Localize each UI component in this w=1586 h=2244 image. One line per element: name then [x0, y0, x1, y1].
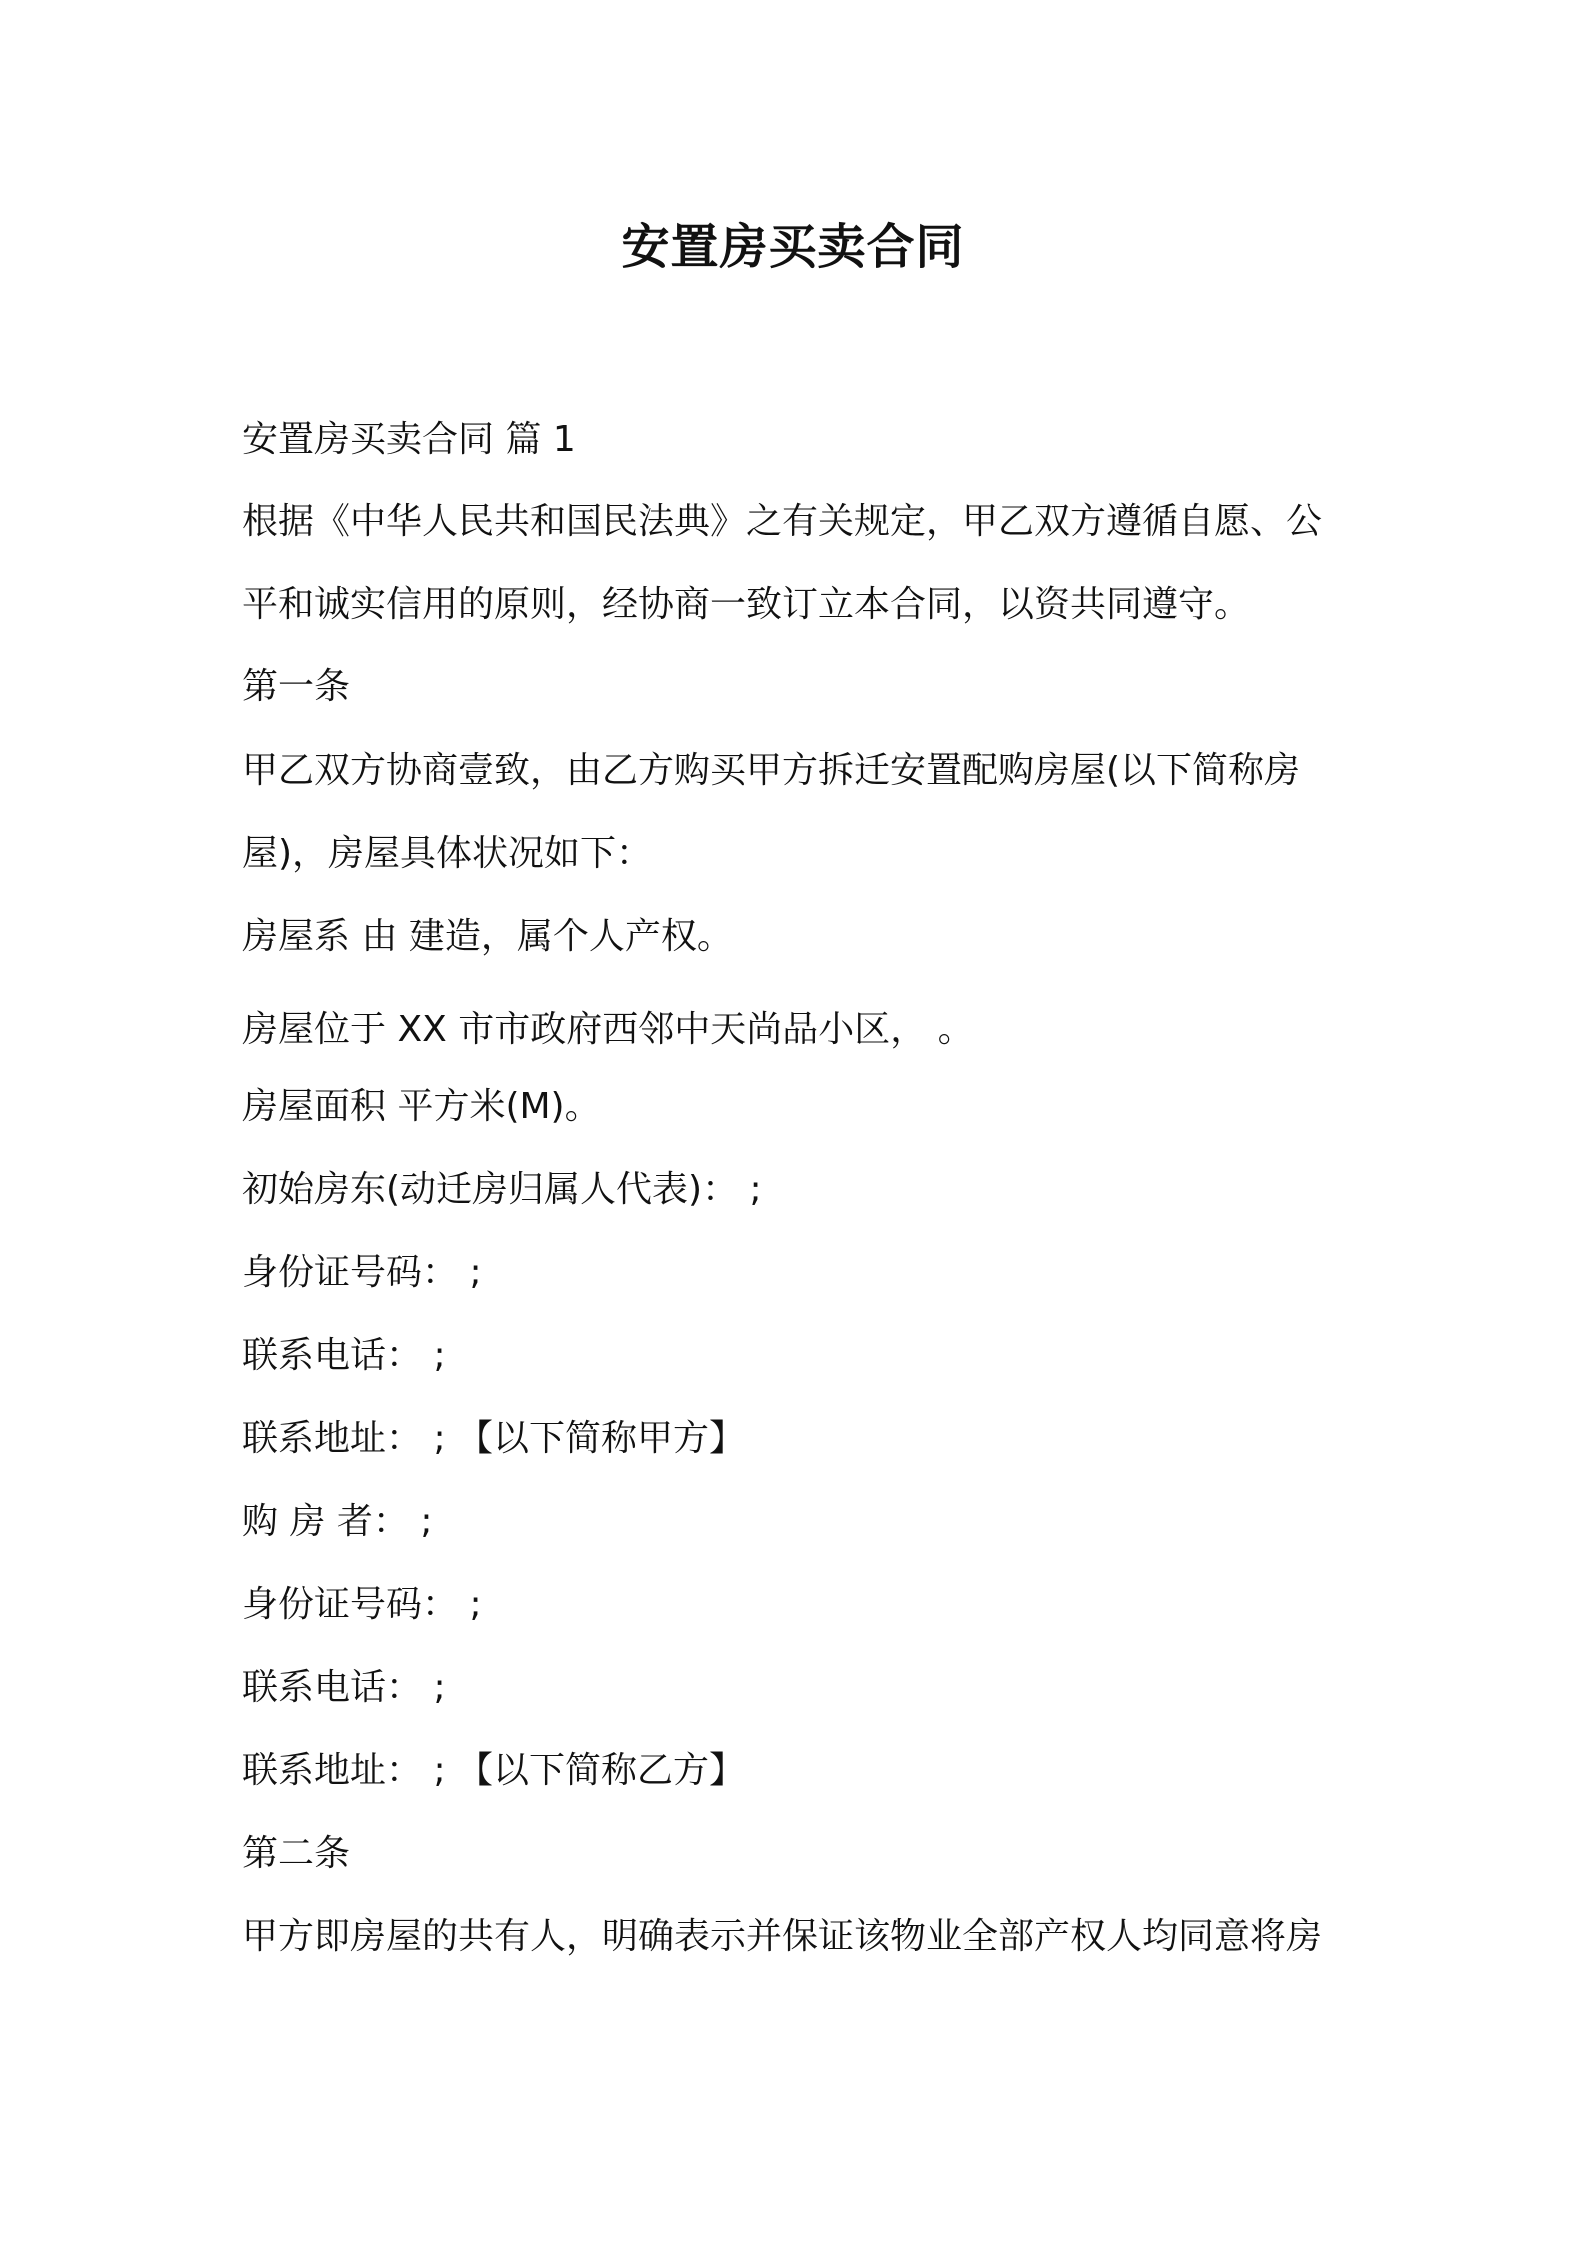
document-title: 安置房买卖合同 — [621, 219, 965, 275]
party-b-address-line: 联系地址： ; 【以下简称乙方】 — [242, 1750, 746, 1791]
original-owner-line: 初始房东(动迁房归属人代表)： ; — [242, 1169, 762, 1210]
paragraph-line: 平和诚实信用的原则，经协商一致订立本合同，以资共同遵守。 — [242, 584, 1251, 625]
article-heading-2: 第二条 — [242, 1833, 351, 1874]
paragraph-line: 屋)，房屋具体状况如下： — [242, 833, 653, 874]
party-a-id-line: 身份证号码： ; — [242, 1252, 482, 1293]
paragraph-line: 甲乙双方协商壹致，由乙方购买甲方拆迁安置配购房屋(以下简称房 — [242, 750, 1301, 791]
paragraph-line: 甲方即房屋的共有人，明确表示并保证该物业全部产权人均同意将房 — [242, 1916, 1323, 1957]
section-heading-part-1: 安置房买卖合同 篇 1 — [242, 419, 576, 460]
party-a-address-line: 联系地址： ; 【以下简称甲方】 — [242, 1418, 746, 1459]
property-construction-line: 房屋系 由 建造，属个人产权。 — [242, 916, 733, 957]
party-b-phone-line: 联系电话： ; — [242, 1667, 446, 1708]
party-b-id-line: 身份证号码： ; — [242, 1584, 482, 1625]
article-heading-1: 第一条 — [242, 666, 351, 707]
property-area-line: 房屋面积 平方米(M)。 — [242, 1086, 601, 1127]
buyer-line: 购 房 者： ; — [242, 1501, 433, 1542]
paragraph-line: 根据《中华人民共和国民法典》之有关规定，甲乙双方遵循自愿、公 — [242, 501, 1323, 542]
property-location-line: 房屋位于 XX 市市政府西邻中天尚品小区， 。 — [242, 1009, 974, 1050]
party-a-phone-line: 联系电话： ; — [242, 1335, 446, 1376]
